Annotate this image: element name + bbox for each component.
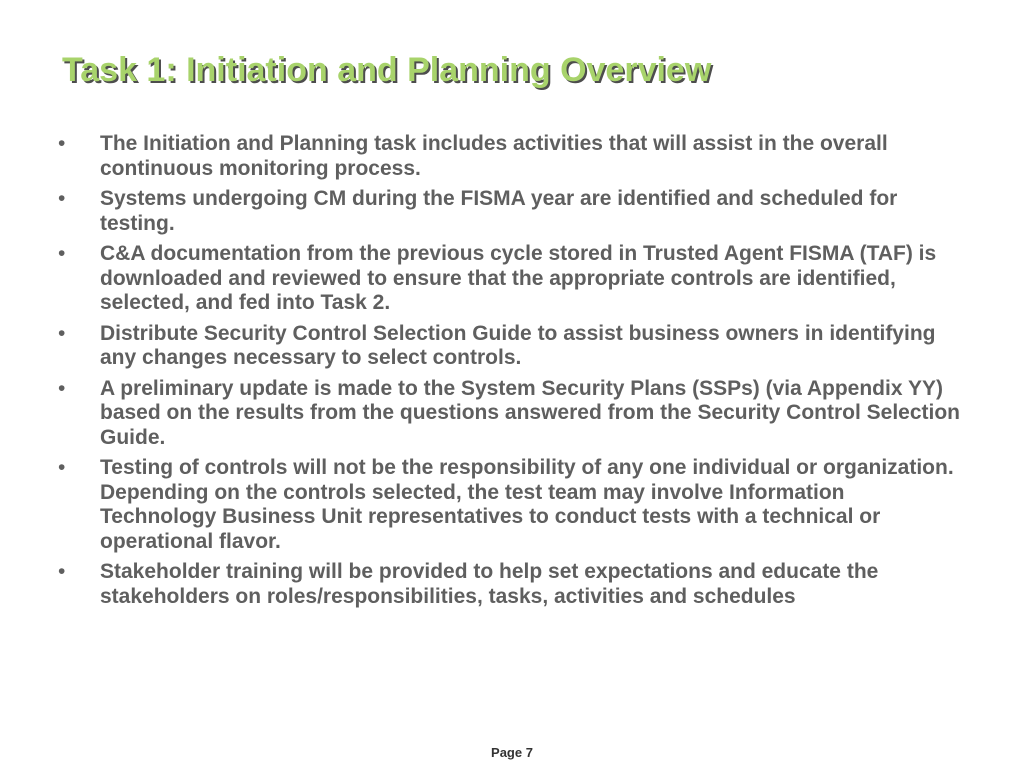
page-number: Page 7 <box>491 745 533 760</box>
bullet-marker: • <box>58 187 66 210</box>
bullet-marker: • <box>58 376 66 400</box>
bullet-item <box>56 322 966 371</box>
bullet-marker: • <box>58 456 66 479</box>
bullet-text: Systems undergoing CM during the FISMA year are identified and scheduled for testing. <box>100 187 898 235</box>
bullet-item <box>56 132 966 181</box>
bullet-text: The Initiation and Planning task includes activities that will assist in the overall continuous monitoring process. <box>100 132 888 180</box>
bullet-marker: • <box>58 560 66 583</box>
bullet-text: Stakeholder training will be provided to help set expectations and educate the stakeholders on roles/responsibilities, tasks, activities and schedules <box>100 560 879 608</box>
bullet-item <box>56 187 966 236</box>
bullet-marker: • <box>58 321 66 345</box>
slide-title: Task 1: Initiation and Planning Overview <box>62 51 712 89</box>
bullet-item <box>56 242 966 316</box>
bullet-item <box>56 377 966 451</box>
bullet-item <box>56 560 966 609</box>
bullet-list <box>56 132 966 615</box>
bullet-text: Testing of controls will not be the responsibility of any one individual or organization. Depending on the controls selected, the test team may involve Information Technology Business Unit representatives to conduct tests with a technical or operational flavor. <box>100 456 954 553</box>
bullet-text: A preliminary update is made to the System Security Plans (SSPs) (via Appendix YY) based on the results from the questions answered from the Security Control Selection Guide. <box>100 376 960 449</box>
bullet-item <box>56 456 966 554</box>
bullet-marker: • <box>58 132 66 155</box>
bullet-text: Distribute Security Control Selection Guide to assist business owners in identifying any changes necessary to select controls. <box>100 321 936 369</box>
bullet-marker: • <box>58 242 66 265</box>
bullet-text: C&A documentation from the previous cycle stored in Trusted Agent FISMA (TAF) is downloaded and reviewed to ensure that the appropriate controls are identified, selected, and fed into Task 2. <box>100 242 937 314</box>
